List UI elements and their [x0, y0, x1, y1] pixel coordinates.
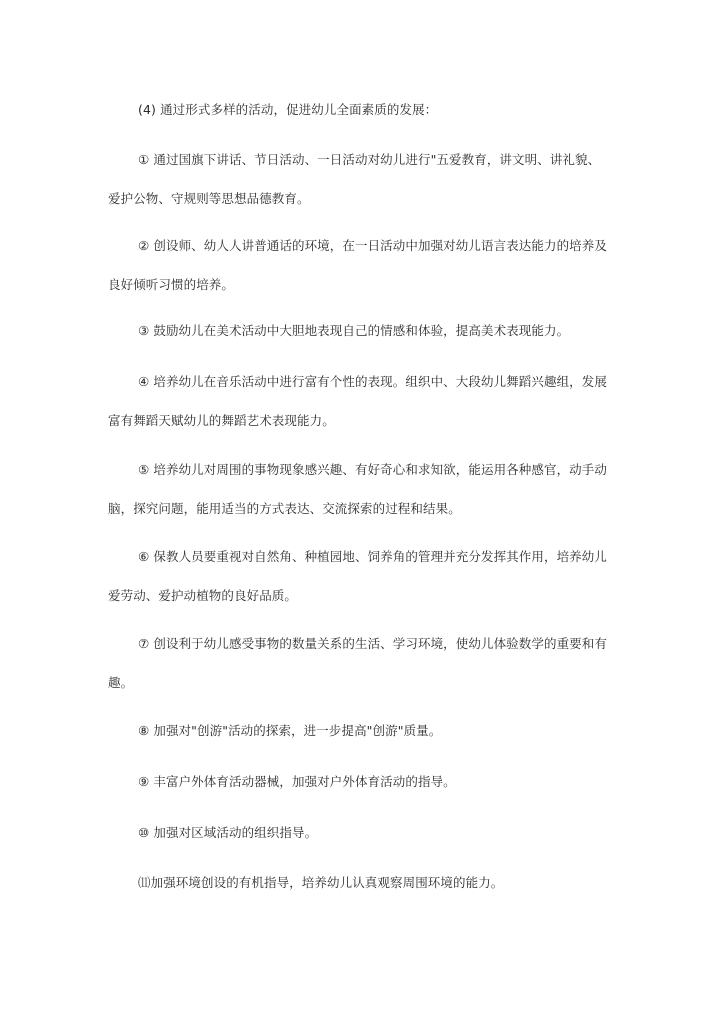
list-item-line: ⑩ 加强对区域活动的组织指导。	[138, 825, 318, 840]
list-item-line: 爱劳动、爱护动植物的良好品质。	[108, 588, 298, 603]
list-item-line: ⑾加强环境创设的有机指导，培养幼儿认真观察周围环境的能力。	[138, 875, 504, 890]
list-item	[108, 450, 613, 528]
list-item-line: ⑥ 保教人员要重视对自然角、种植园地、饲养角的管理并充分发挥其作用，培养幼儿	[138, 549, 607, 564]
list-item	[108, 711, 613, 750]
list-item-line: ⑧ 加强对"创游"活动的探索，进一步提高"创游"质量。	[138, 723, 442, 738]
list-item-line: ⑦ 创设利于幼儿感受事物的数量关系的生活、学习环境，使幼儿体验数学的重要和有	[138, 636, 607, 651]
list-item	[108, 537, 613, 615]
list-item	[108, 863, 613, 902]
list-item-line: 趣。	[108, 675, 134, 690]
heading-text: (4) 通过形式多样的活动，促进幼儿全面素质的发展：	[138, 102, 438, 117]
list-item-line: 富有舞蹈天赋幼儿的舞蹈艺术表现能力。	[108, 413, 335, 428]
list-item	[108, 813, 613, 852]
list-item	[108, 226, 613, 304]
list-item	[108, 140, 613, 218]
list-item-line: ① 通过国旗下讲话、节日活动、一日活动对幼儿进行"五爱教育，讲文明、讲礼貌、	[138, 152, 601, 167]
list-item	[108, 624, 613, 702]
list-item	[108, 311, 613, 350]
list-item	[108, 762, 613, 801]
list-item-line: ④ 培养幼儿在音乐活动中进行富有个性的表现。组织中、大段幼儿舞蹈兴趣组，发展	[138, 374, 607, 389]
list-item-line: ⑨ 丰富户外体育活动器械，加强对户外体育活动的指导。	[138, 774, 456, 789]
list-item	[108, 362, 613, 440]
section-heading	[108, 90, 613, 129]
list-item-line: 爱护公物、守规则等思想品德教育。	[108, 191, 310, 206]
list-item-line: 良好倾听习惯的培养。	[108, 277, 235, 292]
list-item-line: 脑，探究问题，能用适当的方式表达、交流探索的过程和结果。	[108, 501, 461, 516]
list-item-line: ③ 鼓励幼儿在美术活动中大胆地表现自己的情感和体验，提高美术表现能力。	[138, 323, 570, 338]
list-item-line: ② 创设师、幼人人讲普通话的环境，在一日活动中加强对幼儿语言表达能力的培养及	[138, 238, 607, 253]
list-item-line: ⑤ 培养幼儿对周围的事物现象感兴趣、有好奇心和求知欲，能运用各种感官，动手动	[138, 462, 607, 477]
